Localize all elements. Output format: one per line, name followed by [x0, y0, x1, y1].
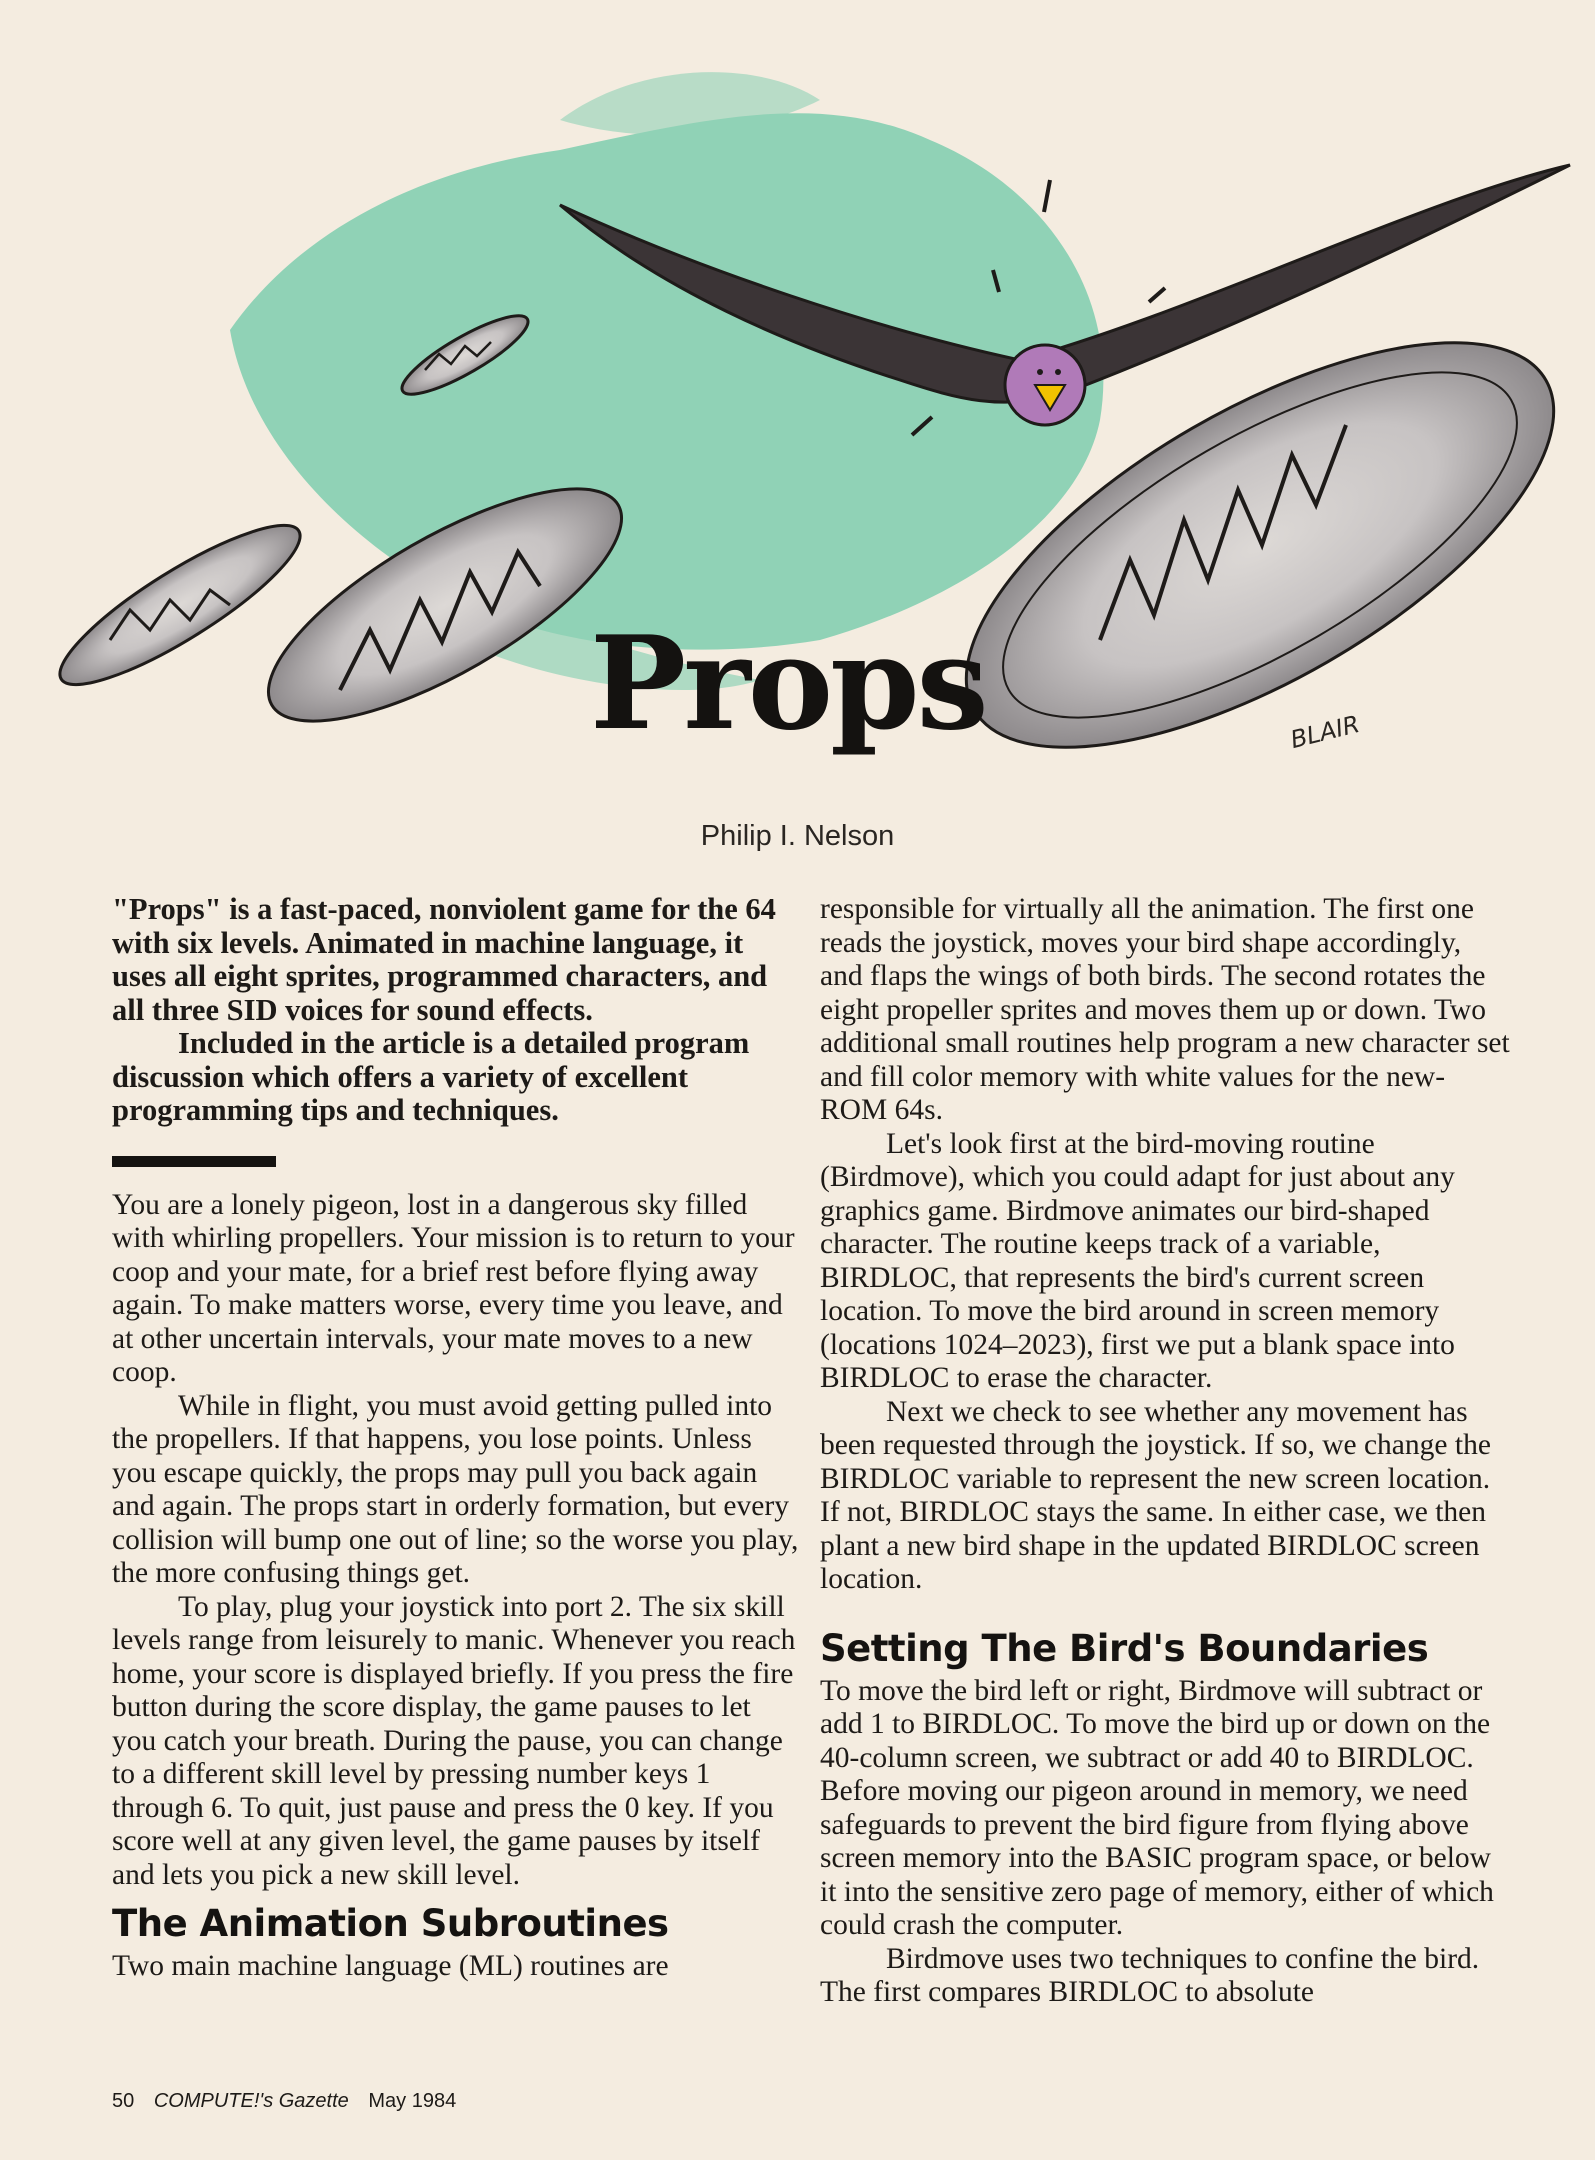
artist-signature: BLAIR — [1287, 709, 1363, 755]
column-left — [112, 893, 802, 1984]
article-title: Props — [590, 609, 986, 759]
byline: Philip I. Nelson — [700, 820, 895, 852]
issue-date: May 1984 — [368, 2090, 457, 2112]
body-paragraph: Birdmove uses two techniques to confine the bird. The first compares BIRDLOC to absolute — [820, 1942, 1480, 2008]
body-paragraph: To play, plug your joystick into port 2. The six skill levels range from leisurely to manic. Whenever you reach home, your score is displayed briefly. If you press the fire button during the score display, the game pauses to let you catch your breath. During the pause, you can change to a different skill level by pressing number keys 1 through 6. To quit, just pause and press the 0 key. If you score well at any given level, the game pauses by itself and lets you pick a new skill level. — [112, 1590, 796, 1891]
page-footer — [112, 2090, 456, 2113]
divider-rule — [112, 1156, 276, 1167]
intro-paragraph: Included in the article is a detailed program discussion which offers a variety of excellent programming tips and techniques. — [112, 1026, 750, 1127]
body-paragraph: responsible for virtually all the animation. The first one reads the joystick, moves your bird shape accordingly, and flaps the wings of both birds. The second rotates the eight propeller sprites and moves them up or down. Two additional small routines help program a new character set and fill color memory with white values for the new-ROM 64s. — [820, 893, 1510, 1126]
body-paragraph: While in flight, you must avoid getting pulled into the propellers. If that happens, you lose points. Unless you escape quickly, the props may pull you back again and again. The props start in orderly formation, but every collision will bump one out of line; so the worse you play, the more confusing things get. — [112, 1389, 799, 1589]
page-number: 50 — [112, 2090, 135, 2112]
body-paragraph: To move the bird left or right, Birdmove will subtract or add 1 to BIRDLOC. To move the bird up or down on the 40-column screen, we subtract or add 40 to BIRDLOC. Before moving our pigeon around in memory, we need safeguards to prevent the bird figure from flying above screen memory into the BASIC program space, or below it into the sensitive zero page of memory, either of which could crash the computer. — [820, 1674, 1494, 1941]
body-paragraph: Let's look first at the bird-moving routine (Birdmove), which you could adapt for just about any graphics game. Birdmove animates our bird-shaped character. The routine keeps track of a variable, BIRDLOC, that represents the bird's current screen location. To move the bird around in screen memory (locations 1024–2023), first we put a blank space into BIRDLOC to erase the character. — [820, 1127, 1455, 1394]
publication-name: COMPUTE!'s Gazette — [153, 2090, 349, 2112]
section-heading-animation: The Animation Subroutines — [112, 1902, 669, 1945]
column-right — [820, 893, 1510, 2010]
body-paragraph: Next we check to see whether any movement has been requested through the joystick. If so, we change the BIRDLOC variable to represent the new screen location. If not, BIRDLOC stays the same. In either case, we then plant a new bird shape in the updated BIRDLOC screen location. — [820, 1395, 1491, 1595]
body-paragraph: Two main machine language (ML) routines are — [112, 1950, 669, 1982]
section-heading-boundaries: Setting The Bird's Boundaries — [820, 1626, 1429, 1670]
intro-paragraph: "Props" is a fast-paced, nonviolent game for the 64 with six levels. Animated in machine language, it uses all eight sprites, programmed characters, and all three SID voices for sound effects. — [112, 892, 776, 1027]
body-paragraph: You are a lonely pigeon, lost in a dangerous sky filled with whirling propellers. Your mission is to return to your coop and your mate, for a brief rest before flying away again. To make matters worse, every time you leave, and at other uncertain intervals, your mate moves to a new coop. — [112, 1188, 795, 1388]
